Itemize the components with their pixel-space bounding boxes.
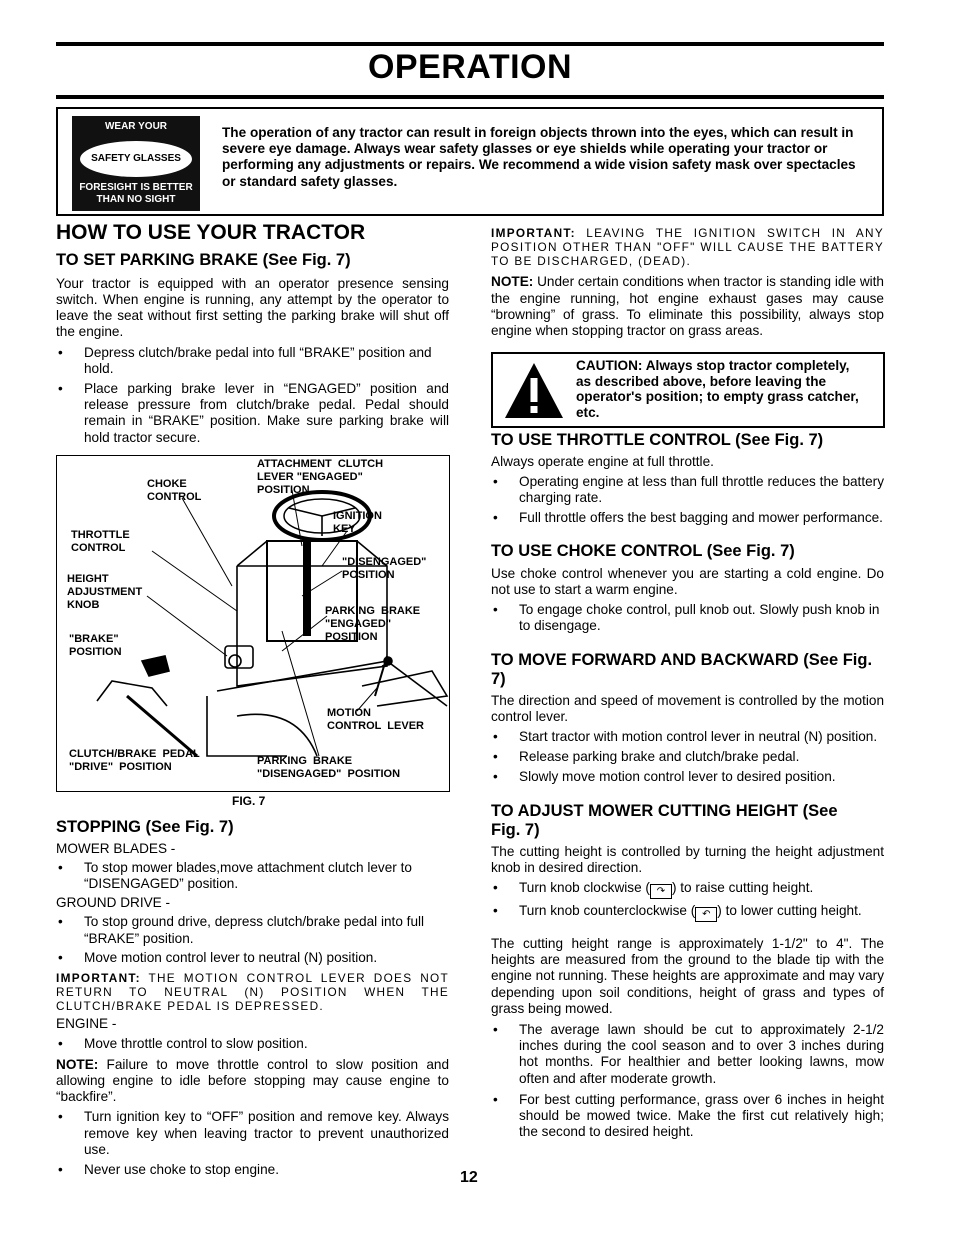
list-item: • To stop mower blades,move attachment clutch lever to “DISENGAGED” position. — [56, 860, 449, 892]
important-ignition: IMPORTANT: LEAVING THE IGNITION SWITCH IN ANY POSITION OTHER THAN "OFF" WILL CAUSE THE BATTERY TO BE DISCHARGED, (DEAD). — [491, 226, 884, 268]
mower-blades-label: MOWER BLADES - — [56, 840, 176, 856]
label-attachment-clutch: ATTACHMENT CLUTCH LEVER "ENGAGED" POSITION — [257, 458, 384, 496]
height-intro: The cutting height is controlled by turning the height adjustment knob in desired direction. — [491, 843, 884, 875]
list-item: • Turn ignition key to “OFF” position and remove key. Always remove key when leaving tractor to prevent unauthorized use. — [56, 1109, 449, 1158]
safety-glasses-badge — [72, 116, 200, 211]
list-item: • Operating engine at less than full throttle reduces the battery charging rate. — [491, 474, 884, 506]
badge-middle-text: SAFETY GLASSES — [80, 141, 192, 177]
throttle-intro: Always operate engine at full throttle. — [491, 453, 714, 469]
ground-drive-label: GROUND DRIVE - — [56, 895, 171, 911]
list-item: • To stop ground drive, depress clutch/brake pedal into full “BRAKE” position. — [56, 914, 449, 946]
list-item: • For best cutting performance, grass over 6 inches in height should be mowed twice. Make the first cut relatively high; the second to desired height. — [491, 1092, 884, 1141]
parking-intro: Your tractor is equipped with an operator presence sensing switch. When engine is running, any attempt by the operator to leave the seat without first setting the parking brake will shut off the engine. — [56, 275, 449, 340]
badge-top-text: WEAR YOUR — [104, 121, 168, 132]
badge-bottom-text: FORESIGHT IS BETTER THAN NO SIGHT — [79, 182, 193, 205]
list-item: • Never use choke to stop engine. — [56, 1162, 449, 1178]
important-note-motion: IMPORTANT: THE MOTION CONTROL LEVER DOES NOT RETURN TO NEUTRAL (N) POSITION WHEN THE CLUTCH/BRAKE PEDAL IS DEPRESSED. — [56, 970, 449, 1013]
left-column-bottom — [56, 818, 449, 1178]
main-heading: HOW TO USE YOUR TRACTOR — [56, 221, 366, 244]
label-height-knob: HEIGHT ADJUSTMENT KNOB — [67, 573, 143, 611]
move-heading: TO MOVE FORWARD AND BACKWARD (See Fig. 7) — [491, 650, 873, 689]
list-item: • Full throttle offers the best bagging and mower performance. — [491, 510, 884, 526]
move-intro: The direction and speed of movement is controlled by the motion control lever. — [491, 692, 884, 724]
title-rule — [56, 95, 884, 99]
caution-box — [491, 352, 885, 428]
list-item: • Start tractor with motion control lever in neutral (N) position. — [491, 729, 884, 745]
right-column-top — [491, 227, 884, 339]
list-item: • To engage choke control, pull knob out. Slowly push knob in to disengage. — [491, 602, 884, 634]
figure-7 — [56, 455, 450, 792]
choke-intro: Use choke control whenever you are starting a cold engine. Do not use to start a warm engine. — [491, 565, 884, 598]
stopping-heading: STOPPING (See Fig. 7) — [56, 818, 234, 836]
choke-heading: TO USE CHOKE CONTROL (See Fig. 7) — [491, 542, 795, 561]
label-parking-disengaged: PARKING BRAKE "DISENGAGED" POSITION — [257, 755, 401, 780]
list-item: • Depress clutch/brake pedal into full “BRAKE” position and hold. — [56, 345, 449, 377]
list-item: • Slowly move motion control lever to desired position. — [491, 769, 884, 785]
height-range-text: The cutting height range is approximately 1-1/2" to 4". The heights are measured from the ground to the blade tip with the engine not running. These heights are approximate and may vary depending upon soil conditions, height of grass and types of grass being mowed. — [491, 936, 884, 1016]
label-throttle-control: THROTTLE CONTROL — [71, 529, 130, 554]
label-parking-engaged: PARKING BRAKE "ENGAGED" POSITION — [325, 605, 421, 643]
note-browning: NOTE: Under certain conditions when tractor is standing idle with the engine running, hot engine exhaust gases may cause “browning” of grass. To eliminate this possibility, always stop engine when stopping tractor on grass areas. — [491, 274, 884, 338]
label-motion-control: MOTION CONTROL LEVER — [327, 707, 424, 732]
clockwise-arrow-icon: ↷ — [650, 884, 672, 899]
label-brake-position: "BRAKE" POSITION — [69, 633, 122, 658]
list-item: • The average lawn should be cut to approximately 2-1/2 inches during the cool season and to over 3 inches during hot months. For healthier and better looking lawns, mow often and after moderate growth. — [491, 1022, 884, 1087]
label-ignition-key: IGNITION KEY — [333, 510, 382, 535]
throttle-heading: TO USE THROTTLE CONTROL (See Fig. 7) — [491, 431, 824, 449]
note-backfire: NOTE: Failure to move throttle control to slow position and allowing engine to idle before stopping may cause engine to “backfire”. — [56, 1056, 449, 1105]
left-column-top — [56, 221, 449, 446]
list-item-counterclockwise: • Turn knob counterclockwise ( ↶ ) to lower cutting height. — [491, 903, 884, 922]
parking-heading: TO SET PARKING BRAKE (See Fig. 7) — [56, 251, 351, 270]
right-column-bottom — [491, 431, 884, 1140]
label-disengaged-position: "DISENGAGED" POSITION — [342, 556, 427, 581]
label-choke-control: CHOKE CONTROL — [147, 478, 202, 503]
engine-label: ENGINE - — [56, 1016, 117, 1032]
figure-caption: FIG. 7 — [232, 794, 266, 808]
page-title: OPERATION — [367, 48, 573, 86]
list-item: • Move motion control lever to neutral (N) position. — [56, 950, 449, 966]
top-rule — [56, 42, 884, 46]
height-heading: TO ADJUST MOWER CUTTING HEIGHT (See Fig. 7) — [491, 801, 838, 840]
label-clutch-brake-pedal: CLUTCH/BRAKE PEDAL "DRIVE" POSITION — [69, 748, 200, 773]
safety-warning-box — [56, 107, 884, 216]
list-item-clockwise: • Turn knob clockwise ( ↷ ) to raise cutting height. — [491, 880, 884, 899]
safety-warning-text: The operation of any tractor can result in foreign objects thrown into the eyes, which can result in severe eye damage. Always wear safety glasses or eye shields while operating your tractor or performing any adjustments or repairs. We recommend a wide vision safety mask over spectacles or standard safety glasses. — [222, 125, 856, 189]
warning-icon — [503, 360, 565, 422]
page-number: 12 — [460, 1169, 478, 1186]
list-item: • Release parking brake and clutch/brake pedal. — [491, 749, 884, 765]
list-item: • Move throttle control to slow position. — [56, 1036, 449, 1052]
counterclockwise-arrow-icon: ↶ — [695, 907, 717, 922]
caution-text: CAUTION: Always stop tractor completely, as described above, before leaving the operator's position; to empty grass catcher, etc. — [576, 358, 859, 420]
list-item: • Place parking brake lever in “ENGAGED” position and release pressure from clutch/brake pedal. Pedal should remain in “BRAKE” position. Make sure parking brake will hold tractor secure. — [56, 381, 449, 446]
